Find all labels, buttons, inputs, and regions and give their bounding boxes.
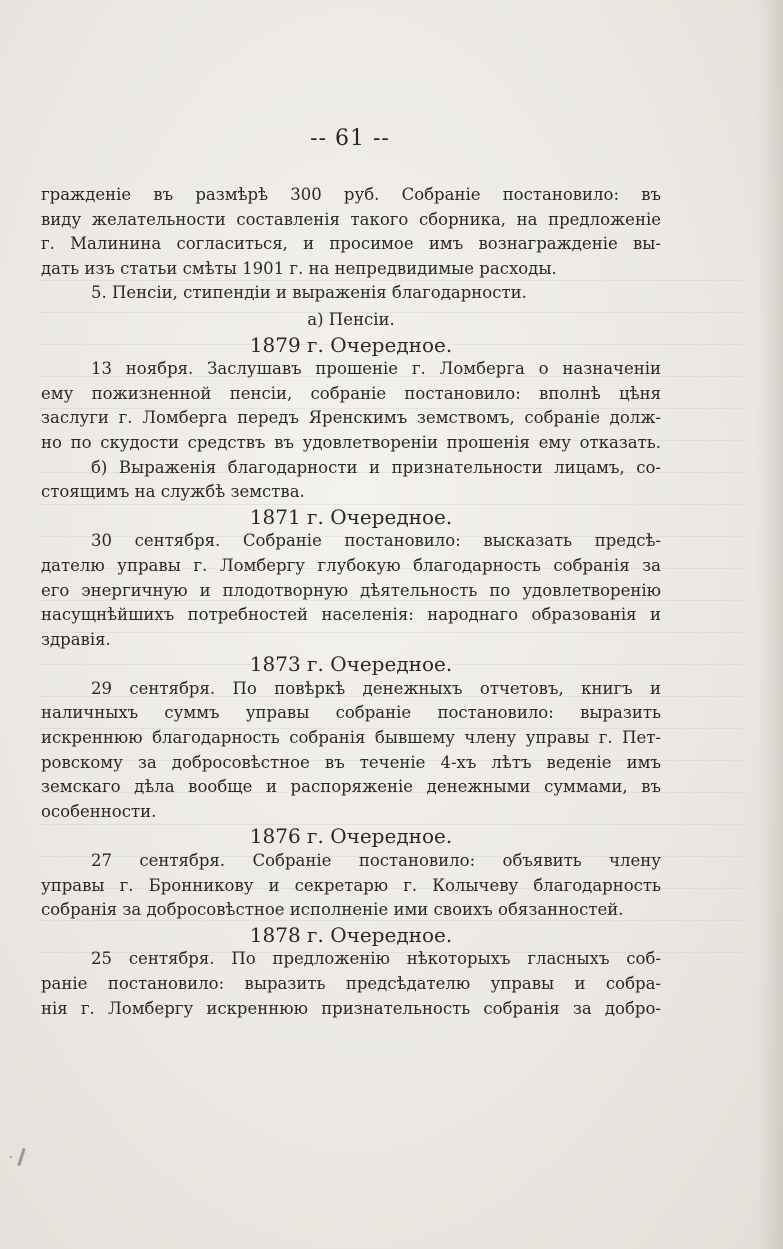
section-heading-text: 5. Пенсіи, стипендіи и выраженія благодарности. xyxy=(91,283,527,303)
paragraph xyxy=(41,849,661,923)
text-line: управы г. Бронникову и секретарю г. Колычеву благодарность xyxy=(41,875,661,895)
page-edge-shadow xyxy=(757,0,783,1249)
text-line: 29 сентября. По повѣркѣ денежныхъ отчетовъ, книгъ и xyxy=(91,678,661,698)
paragraph xyxy=(41,677,661,825)
year-heading: 1879 г. Очередное. xyxy=(249,332,453,357)
text-line: наличныхъ суммъ управы собраніе постановило: выразить xyxy=(41,703,661,723)
section-heading xyxy=(41,281,661,306)
text-line: заслуги г. Ломберга передъ Яренскимъ земствомъ, собраніе долж- xyxy=(41,408,661,428)
text-line: ему пожизненной пенсіи, собраніе постановило: вполнѣ цѣня xyxy=(41,383,661,403)
ink-mark xyxy=(17,1148,25,1166)
text-line: гражденіе въ размѣрѣ 300 руб. Собраніе постановило: въ xyxy=(41,185,661,204)
text-line: 27 сентября. Собраніе постановило: объявить члену xyxy=(91,851,661,871)
year-heading: 1871 г. Очередное. xyxy=(249,504,453,529)
text-line: стоящимъ на службѣ земства. xyxy=(41,482,305,502)
subsection-heading: а) Пенсіи. xyxy=(307,309,395,329)
paragraph xyxy=(41,357,661,455)
text-line: нія г. Ломбергу искреннюю признательность собранія за добро- xyxy=(41,998,661,1018)
subsection-heading-paragraph xyxy=(41,456,661,505)
paragraph xyxy=(41,947,661,1021)
text-line: г. Малинина согласиться, и просимое имъ вознагражденіе вы- xyxy=(41,234,661,254)
page-body xyxy=(41,183,661,1021)
page-number: -- 61 -- xyxy=(310,126,390,151)
text-line: дателю управы г. Ломбергу глубокую благодарность собранія за xyxy=(41,555,661,575)
text-line: виду желательности составленія такого сборника, на предложеніе xyxy=(41,209,661,229)
ink-dot xyxy=(10,1156,12,1158)
text-line: б) Выраженія благодарности и признательности лицамъ, со- xyxy=(91,457,661,477)
text-line: 30 сентября. Собраніе постановило: высказать предсѣ- xyxy=(91,531,661,551)
text-line: ровскому за добросовѣстное въ теченіе 4-хъ лѣтъ веденіе имъ xyxy=(41,752,661,772)
text-line: 25 сентября. По предложенію нѣкоторыхъ гласныхъ соб- xyxy=(91,949,661,969)
text-line: особенности. xyxy=(41,801,157,821)
text-line: здравія. xyxy=(41,629,111,649)
paragraph-continuation xyxy=(41,183,661,281)
text-line: земскаго дѣла вообще и распоряженіе денежными суммами, въ xyxy=(41,777,661,797)
year-heading: 1878 г. Очередное. xyxy=(249,922,453,947)
text-line: 13 ноября. Заслушавъ прошеніе г. Ломберга о назначеніи xyxy=(91,359,661,379)
text-line: дать изъ статьи смѣты 1901 г. на непредвидимые расходы. xyxy=(41,258,557,278)
text-line: искреннюю благодарность собранія бывшему члену управы г. Пет- xyxy=(41,728,661,748)
paragraph xyxy=(41,529,661,652)
text-line: его энергичную и плодотворную дѣятельность по удовлетворенію xyxy=(41,580,661,600)
text-line: собранія за добросовѣстное исполненіе ими своихъ обязанностей. xyxy=(41,900,624,920)
text-line: насущнѣйшихъ потребностей населенія: народнаго образованія и xyxy=(41,605,661,625)
year-heading: 1873 г. Очередное. xyxy=(249,652,453,677)
text-line: раніе постановило: выразить предсѣдателю управы и собра- xyxy=(41,974,661,993)
year-heading: 1876 г. Очередное. xyxy=(249,824,453,849)
text-line: но по скудости средствъ въ удовлетвореніи прошенія ему отказать. xyxy=(41,432,661,452)
